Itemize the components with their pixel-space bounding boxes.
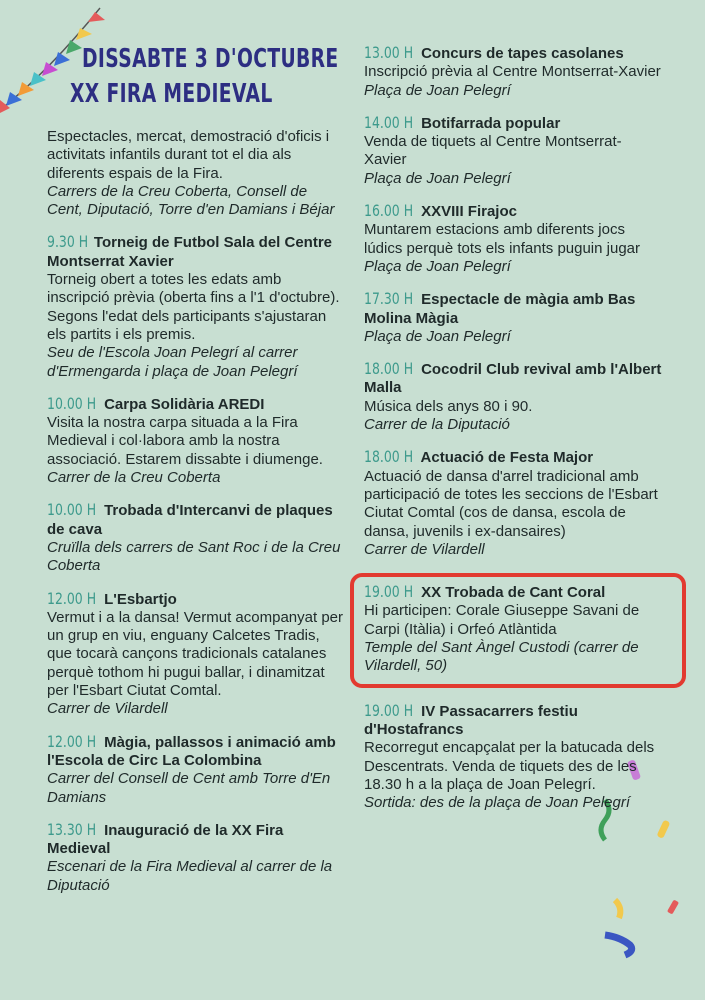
event-place: Seu de l'Escola Joan Pelegrí al carrer d'Ermengarda i plaça de Joan Pelegrí	[47, 344, 298, 380]
event-item	[364, 114, 664, 188]
event-place: Plaça de Joan Pelegrí	[364, 169, 511, 187]
event-heading	[364, 360, 664, 398]
event-description: Muntarem estacions amb diferents jocs lúdics perquè tots els infants puguin jugar	[364, 221, 641, 257]
event-time: 10.00 H	[47, 393, 97, 413]
event-item	[364, 360, 664, 434]
event-time: 13.30 H	[47, 819, 97, 839]
event-item	[47, 233, 347, 380]
event-heading	[364, 290, 664, 328]
event-title: IV Passacarrers festiu d'Hostafrancs	[364, 702, 578, 738]
event-heading	[364, 448, 664, 467]
event-heading	[47, 821, 347, 859]
event-item	[47, 395, 347, 487]
event-title: XX Trobada de Cant Coral	[421, 584, 606, 602]
event-time: 12.00 H	[47, 731, 97, 751]
event-title: Màgia, pallassos i animació amb l'Escola de Circ La Colombina	[47, 733, 336, 769]
event-time: 17.30 H	[364, 289, 414, 309]
event-description: Recorregut encapçalat per la batucada dels Descentrats. Venda de tiquets des de les 18.30 h a la plaça de Joan Pelegrí.	[364, 739, 655, 793]
event-heading	[364, 583, 674, 602]
event-heading	[364, 44, 664, 63]
event-heading	[47, 395, 347, 414]
event-description: Actuació de dansa d'arrel tradicional amb participació de totes les seccions de l'Esbart Ciutat Comtal (cos de dansa, escola de dansa, juvenils i ex-dansaires)	[364, 467, 658, 540]
event-item	[364, 448, 664, 559]
event-description: Música dels anys 80 i 90.	[364, 397, 533, 415]
event-heading	[47, 501, 347, 539]
event-time: 19.00 H	[364, 582, 414, 602]
event-description: Vermut i a la dansa! Vermut acompanyat per un grup en viu, enguany Calcetes Tradis, que tocarà cançons tradicionals catalanes perquè tothom hi pugui ballar, i dinamitzat per l'Esbart Ciutat Comtal.	[47, 608, 343, 700]
event-place: Plaça de Joan Pelegrí	[364, 327, 511, 345]
right-column	[364, 44, 664, 812]
event-title: Espectacle de màgia amb Bas Molina Màgia	[364, 291, 636, 327]
event-time: 16.00 H	[364, 201, 414, 221]
event-time: 9.30 H	[47, 232, 89, 252]
event-place: Plaça de Joan Pelegrí	[364, 81, 511, 99]
event-description: Hi participen: Corale Giuseppe Savani de Carpi (Itàlia) i Orfeó Atlàntida	[364, 602, 640, 638]
event-description: Visita la nostra carpa situada a la Fira Medieval i col·labora amb la nostra associació. Estarem dissabte i diumenge.	[47, 414, 323, 468]
event-place: Sortida: des de la plaça de Joan Pelegrí	[364, 794, 631, 812]
event-title: Carpa Solidària AREDI	[104, 395, 265, 413]
event-item	[364, 202, 664, 276]
page-title-date: DISSABTE 3 D'OCTUBRE	[82, 44, 339, 74]
event-title: Concurs de tapes casolanes	[421, 45, 624, 62]
event-title: Torneig de Futbol Sala del Centre Montserrat Xavier	[47, 234, 333, 270]
event-item	[47, 590, 347, 719]
event-item	[47, 821, 347, 895]
event-place: Escenari de la Fira Medieval al carrer de la Diputació	[47, 858, 333, 894]
event-time: 14.00 H	[364, 112, 414, 132]
event-place: Carrer de la Creu Coberta	[47, 469, 221, 487]
event-heading	[364, 114, 664, 133]
event-description: Inscripció prèvia al Centre Montserrat-Xavier	[364, 63, 661, 81]
event-item	[47, 501, 347, 575]
event-heading	[364, 702, 664, 740]
intro-place: Carrers de la Creu Coberta, Consell de Cent, Diputació, Torre d'en Damians i Béjar	[47, 182, 335, 219]
event-place: Plaça de Joan Pelegrí	[364, 257, 511, 275]
left-column	[47, 128, 347, 895]
event-place: Temple del Sant Àngel Custodi (carrer de Vilardell, 50)	[364, 639, 639, 675]
event-item	[364, 44, 664, 100]
page-title-event: XX FIRA MEDIEVAL	[70, 79, 273, 109]
event-time: 10.00 H	[47, 500, 97, 520]
highlighted-event	[350, 573, 686, 687]
intro-block	[47, 128, 347, 219]
event-item	[364, 702, 664, 813]
event-title: Trobada d'Intercanvi de plaques de cava	[47, 502, 333, 538]
event-description: Torneig obert a totes les edats amb inscripció prèvia (oberta fins a l'1 d'octubre). Segons l'edat dels participants s'ajustaran els partits i els premis.	[47, 271, 340, 343]
event-place: Carrer de la Diputació	[364, 416, 510, 434]
event-time: 12.00 H	[47, 588, 97, 608]
event-title: Actuació de Festa Major	[420, 449, 594, 467]
event-title: L'Esbartjo	[104, 590, 177, 608]
event-heading	[47, 590, 347, 609]
event-title: Botifarrada popular	[421, 114, 561, 132]
event-place: Cruïlla dels carrers de Sant Roc i de la Creu Coberta	[47, 538, 341, 575]
event-time: 19.00 H	[364, 700, 414, 720]
event-place: Carrer del Consell de Cent amb Torre d'En Damians	[47, 770, 331, 806]
event-description: Venda de tiquets al Centre Montserrat-Xavier	[364, 133, 622, 169]
event-heading	[364, 202, 664, 221]
event-time: 18.00 H	[364, 447, 414, 467]
event-place: Carrer de Vilardell	[47, 700, 168, 718]
event-time: 13.00 H	[364, 43, 414, 62]
event-item	[47, 733, 347, 807]
event-title: Cocodril Club revival amb l'Albert Malla	[364, 361, 662, 397]
event-heading	[47, 233, 347, 271]
event-title: Inauguració de la XX Fira Medieval	[47, 821, 284, 858]
intro-text: Espectacles, mercat, demostració d'oficis i activitats infantils durant tot el dia als diferents espais de la Fira.	[47, 128, 330, 182]
event-title: XXVIII Firajoc	[421, 203, 517, 221]
event-heading	[47, 733, 347, 771]
event-item	[364, 290, 664, 346]
event-time: 18.00 H	[364, 359, 414, 379]
event-place: Carrer de Vilardell	[364, 540, 485, 558]
